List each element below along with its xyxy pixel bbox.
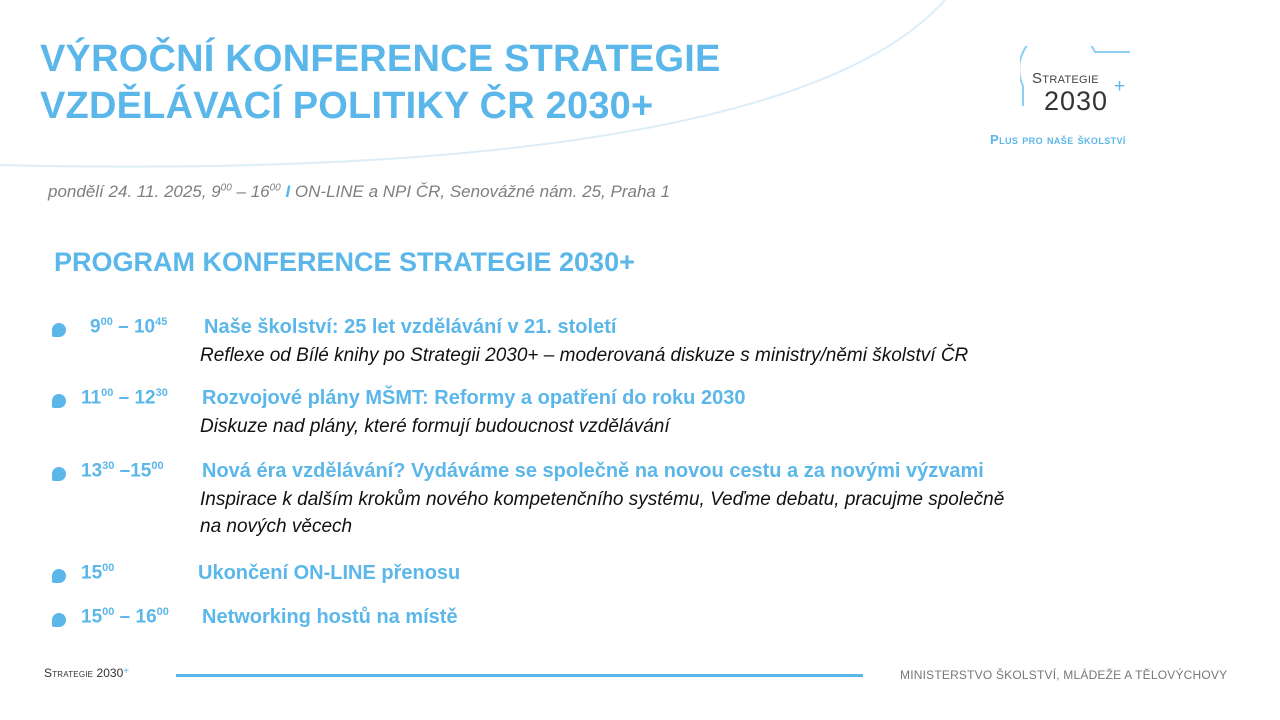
time-start: 15: [81, 606, 103, 628]
time-end: – 16: [114, 606, 157, 628]
logo-tagline: Plus pro naše školství: [990, 132, 1126, 147]
item-heading: Rozvojové plány MŠMT: Reformy a opatření do roku 2030: [202, 387, 746, 409]
subtitle-separator: I: [280, 182, 295, 201]
strategie-2030-logo: [990, 46, 1160, 152]
time-start-sup: 00: [100, 316, 113, 328]
time-end: –15: [114, 460, 152, 482]
bullet-icon: [52, 394, 66, 408]
time-start: 11: [81, 387, 102, 409]
title-line-2: VZDĚLÁVACÍ POLITIKY ČR 2030+: [40, 85, 654, 127]
footer-divider: [176, 674, 863, 677]
logo-year: 2030: [1044, 86, 1109, 116]
time-start: 9: [90, 316, 101, 338]
footer-logo: [44, 666, 129, 680]
footer-logo-word: Strategie: [44, 666, 94, 680]
time-start-sup: 00: [102, 606, 115, 618]
logo-word: Strategie: [1032, 70, 1099, 87]
time-end: – 12: [113, 387, 156, 409]
time-start: 13: [81, 460, 103, 482]
subtitle-date: pondělí 24. 11. 2025, 9: [48, 182, 221, 201]
footer-logo-year: 2030: [93, 666, 124, 680]
desc-line-2: na nových věcech: [200, 516, 353, 537]
title-line-1: VÝROČNÍ KONFERENCE STRATEGIE: [40, 38, 721, 80]
item-time: [81, 606, 169, 628]
item-time: [81, 562, 114, 584]
program-title: PROGRAM KONFERENCE STRATEGIE 2030+: [54, 247, 635, 277]
time-start-sup: 00: [102, 562, 115, 574]
time-end-sup: 45: [155, 316, 168, 328]
bullet-icon: [52, 467, 66, 481]
item-description: [200, 413, 670, 440]
page-title: [40, 36, 721, 130]
time-start-sup: 30: [102, 460, 115, 472]
item-heading: Networking hostů na místě: [202, 606, 458, 628]
footer-logo-plus: +: [123, 666, 130, 677]
item-description: [200, 342, 968, 369]
item-heading: Naše školství: 25 let vzdělávání v 21. století: [204, 316, 617, 338]
subtitle-start-sup: 00: [220, 182, 232, 194]
time-end: – 10: [112, 316, 156, 338]
logo-plus: +: [1114, 76, 1126, 97]
subtitle-dash: – 16: [231, 182, 270, 201]
item-heading: Ukončení ON-LINE přenosu: [198, 562, 461, 584]
ministry-name: MINISTERSTVO ŠKOLSTVÍ, MLÁDEŽE A TĚLOVÝCHOVY: [900, 668, 1228, 682]
time-end-sup: 00: [151, 460, 164, 472]
item-time: [81, 387, 168, 409]
bullet-icon: [52, 323, 66, 337]
time-start-sup: 00: [101, 387, 114, 399]
desc-line-1: Diskuze nad plány, které formují budoucnost vzdělávání: [200, 416, 670, 437]
item-time: [81, 460, 164, 482]
desc-line-1: Reflexe od Bílé knihy po Strategii 2030+ – moderovaná diskuze s ministry/němi školství ČR: [200, 345, 969, 366]
subtitle-place: ON-LINE a NPI ČR, Senovážné nám. 25, Praha 1: [294, 182, 671, 201]
subtitle-end-sup: 00: [269, 182, 281, 194]
time-end-sup: 30: [155, 387, 168, 399]
event-subtitle: [48, 182, 670, 202]
desc-line-1: Inspirace k dalším krokům nového kompetenčního systému, Veďme debatu, pracujme společně: [200, 489, 1005, 510]
item-description: [200, 486, 1004, 540]
item-time: [90, 316, 167, 338]
bullet-icon: [52, 613, 66, 627]
bullet-icon: [52, 569, 66, 583]
item-heading: Nová éra vzdělávání? Vydáváme se společně na novou cestu a za novými výzvami: [202, 460, 984, 482]
time-start: 15: [81, 562, 103, 584]
time-end-sup: 00: [156, 606, 169, 618]
